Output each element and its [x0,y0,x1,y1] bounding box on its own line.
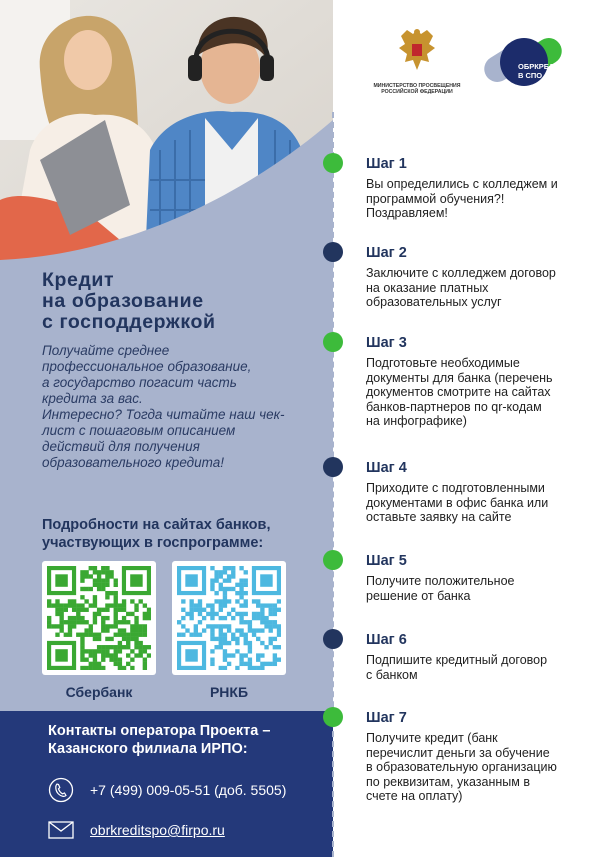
step-text-line: Поздравляем! [366,206,448,220]
coat-of-arms-icon [397,26,437,74]
ministry-logo [372,26,462,95]
step-text [366,731,594,804]
contacts-heading-line: Контакты оператора Проекта – [48,723,271,739]
step-text [366,356,594,429]
step-text-line: Подготовьте необходимые [366,356,520,370]
step-text [366,653,594,682]
step-title: Шаг 6 [366,632,407,648]
intro-line: Получайте среднее [42,343,170,358]
step-item [366,155,594,221]
step-text-line: перечислит деньги за обучение [366,745,550,760]
step-text-line: банков-партнеров по qr-кодам [366,399,542,414]
step-item [366,244,594,310]
step-title: Шаг 2 [366,245,407,261]
step-text-line: на инфографике) [366,414,467,428]
step-text-line: на оказание платных [366,280,489,295]
step-text-line: Подпишите кредитный договор [366,653,548,667]
step-dot [323,332,343,352]
logos [350,26,590,106]
title-line: с господдержкой [42,311,216,333]
step-text [366,481,594,525]
step-text-line: решение от банка [366,588,471,603]
step-dot [323,550,343,570]
step-dot [323,457,343,477]
intro-line: лист с пошаговым описанием [42,423,236,438]
step-text-line: счете на оплату) [366,789,463,803]
page-title [42,270,312,333]
step-title: Шаг 3 [366,335,407,351]
step-text-line: Получите положительное [366,574,515,588]
step-dot [323,629,343,649]
decorative-curve [0,0,333,290]
step-text [366,574,594,603]
intro-line: Интересно? Тогда читайте наш чек- [42,407,285,422]
step-title: Шаг 4 [366,460,407,476]
step-dot [323,707,343,727]
step-text-line: документов смотрите на сайтах [366,385,551,399]
intro-line: действий для получения [42,439,200,454]
step-item [366,709,594,804]
contacts-block [0,711,333,857]
intro-text [42,343,318,471]
banks-heading-line: Подробности на сайтах банков, [42,517,271,533]
step-item [366,552,594,603]
bank-name-sberbank: Сбербанк [65,684,133,700]
mail-icon [48,817,74,843]
timeline-line [332,112,334,857]
title-line: на образование [42,290,204,312]
step-text-line: Получите кредит (банк [366,731,498,745]
banks-heading [42,516,322,552]
phone-number[interactable]: +7 (499) 009-05-51 (доб. 5505) [90,782,287,798]
sberbank-qr-code[interactable] [42,561,156,675]
obrkredit-text-line: ОБРКРЕДИТ [518,62,565,71]
contacts-heading-line: Казанского филиала ИРПО: [48,741,248,757]
step-text-line: с банком [366,667,418,682]
intro-line: кредита за вас. [42,391,143,406]
step-dot [323,153,343,173]
step-item [366,334,594,429]
step-text-line: документы для банка (перечень [366,370,553,385]
intro-line: образовательного кредита! [42,455,224,470]
bank-name-rnkb: РНКБ [209,684,249,700]
obrkredit-text-line: В СПО [518,71,543,80]
step-item [366,631,594,682]
email-link[interactable]: obrkreditspo@firpo.ru [90,822,225,838]
step-title: Шаг 1 [366,156,407,172]
intro-line: а государство погасит часть [42,375,237,390]
rnkb-qr-code[interactable] [172,561,286,675]
step-text-line: Вы определились с колледжем и [366,177,558,191]
obrkredit-text [518,62,564,80]
ministry-name: МИНИСТЕРСТВО ПРОСВЕЩЕНИЯ РОССИЙСКОЙ ФЕДЕРАЦИИ [373,83,461,95]
banks-heading-line: участвующих в госпрограмме: [42,535,264,551]
step-text-line: по реквизитам, указанным в [366,774,530,789]
step-text-line: оставьте заявку на сайте [366,510,512,524]
contact-phone[interactable] [48,777,286,803]
title-line: Кредит [42,269,115,291]
step-text-line: программой обучения?! [366,191,505,206]
intro-line: профессиональное образование, [42,359,252,374]
phone-icon [48,777,74,803]
step-text-line: в образовательную организацию [366,760,557,774]
contacts-heading [48,722,318,758]
step-text-line: Приходите с подготовленными [366,481,545,495]
contact-email[interactable] [48,817,225,843]
step-text-line: образовательных услуг [366,295,502,309]
step-dot [323,242,343,262]
step-text [366,266,594,310]
step-title: Шаг 5 [366,553,407,569]
step-text-line: документами в офис банка или [366,495,549,510]
step-text-line: Заключите с колледжем договор [366,266,556,280]
step-item [366,459,594,525]
step-text [366,177,594,221]
step-title: Шаг 7 [366,710,407,726]
